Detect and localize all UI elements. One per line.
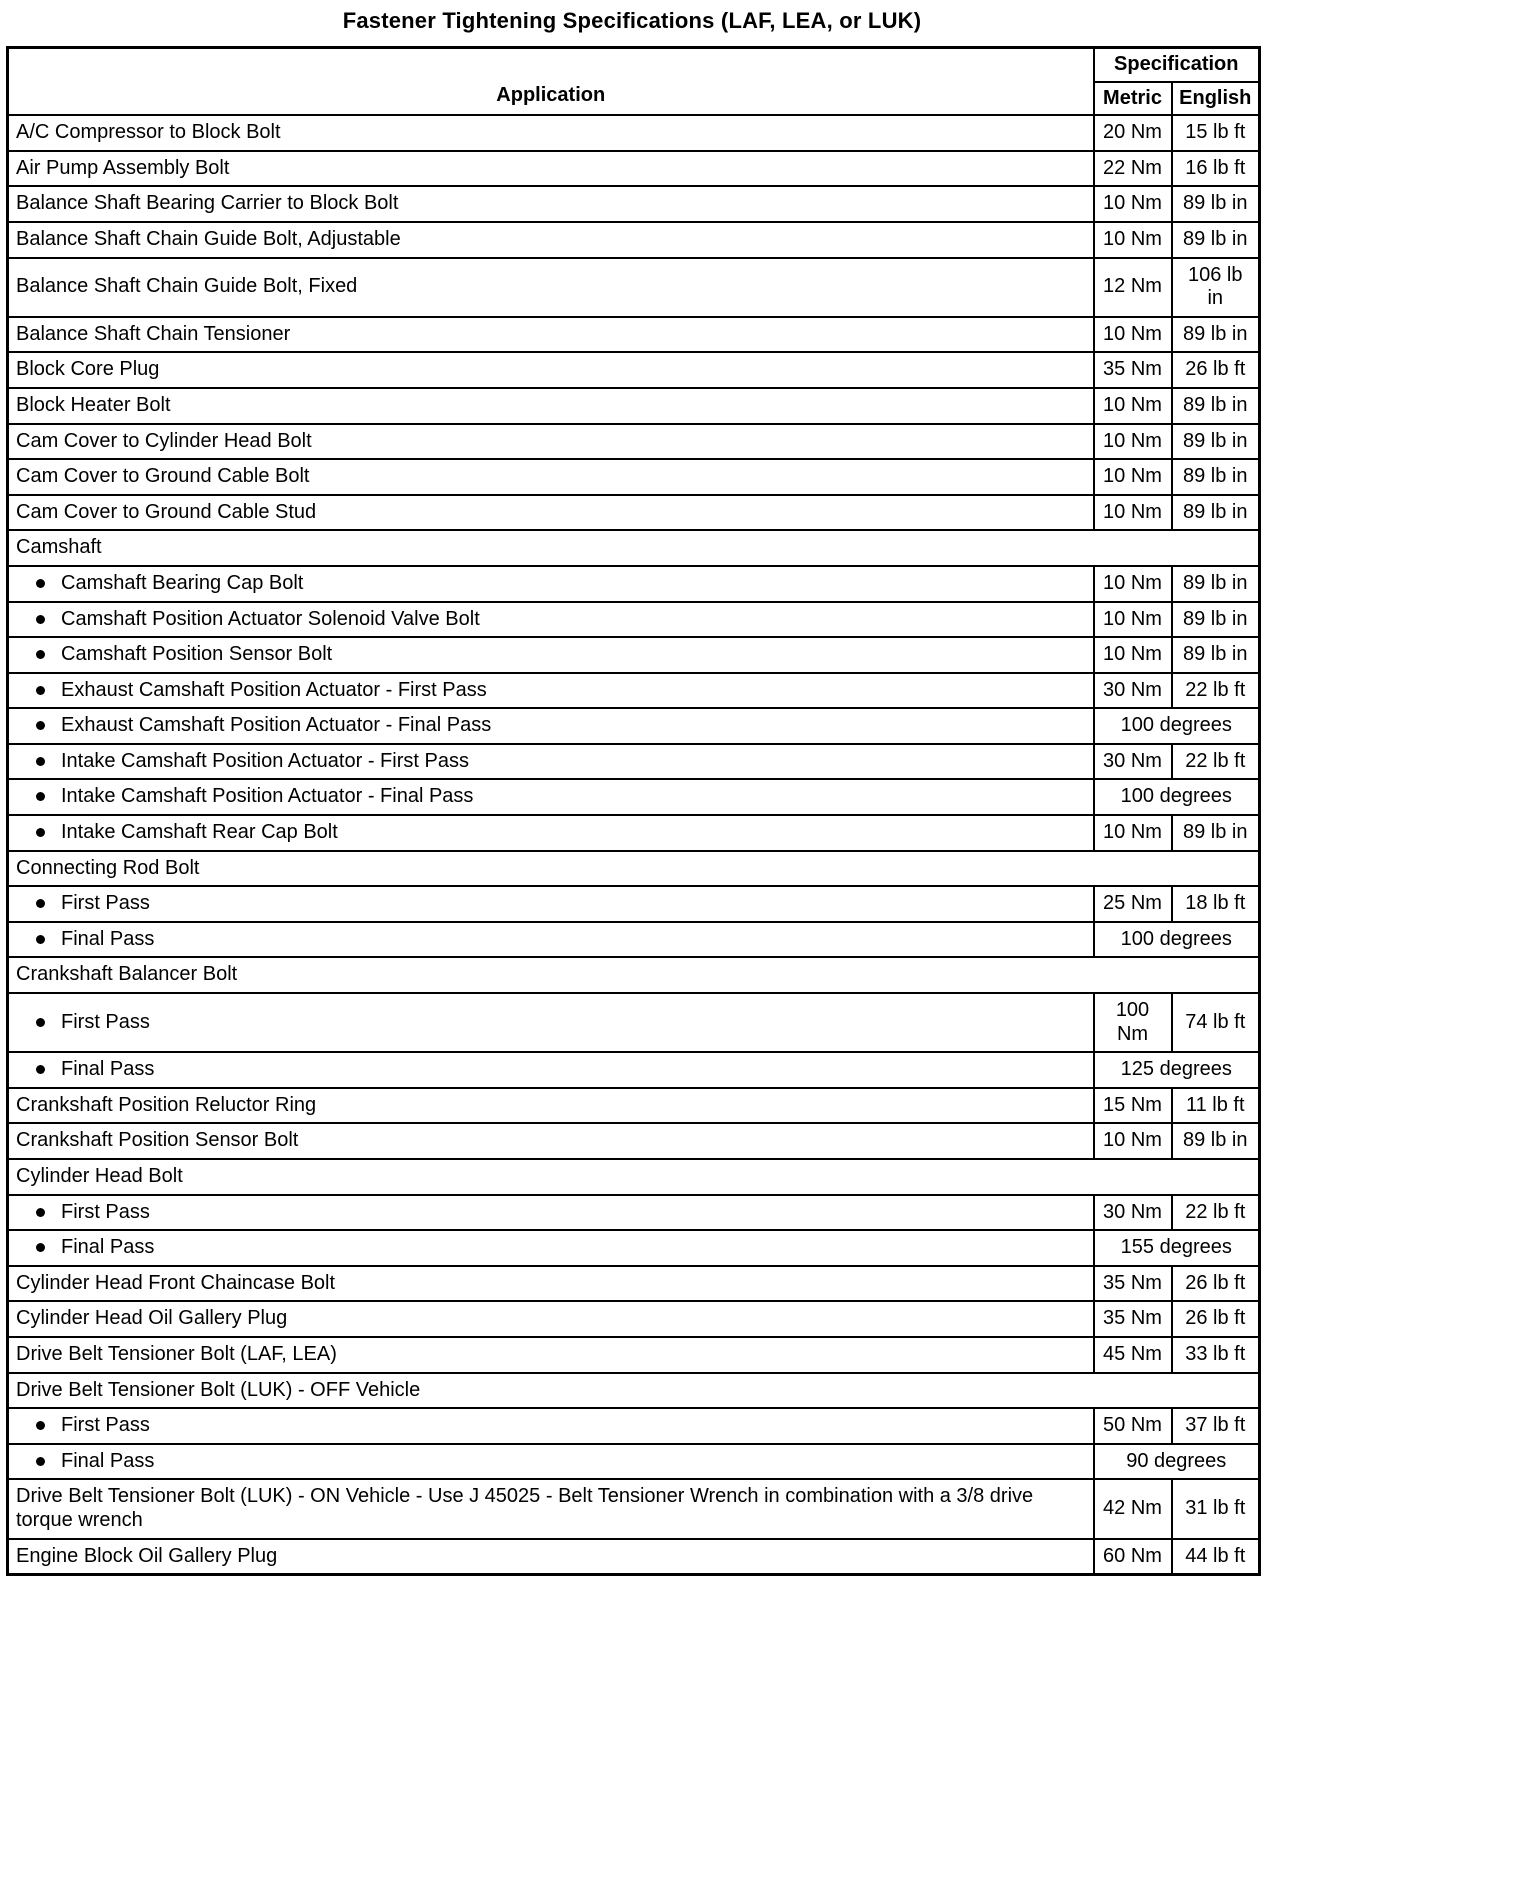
application-cell [8, 222, 1094, 258]
english-value-cell: 89 lb in [1172, 637, 1260, 673]
header-row-top [8, 48, 1260, 82]
application-cell [8, 258, 1094, 317]
application-label: Cam Cover to Cylinder Head Bolt [16, 429, 312, 452]
application-label: Block Heater Bolt [16, 393, 171, 416]
metric-value-cell: 25 Nm [1094, 886, 1172, 922]
application-label: Drive Belt Tensioner Bolt (LUK) - ON Vehicle - Use J 45025 - Belt Tensioner Wrench in combination with a 3/8 drive torque wrench [16, 1485, 1034, 1531]
application-label: Camshaft Bearing Cap Bolt [61, 571, 304, 594]
column-header-specification: Specification [1094, 48, 1260, 82]
application-cell [8, 1337, 1094, 1373]
application-label: First Pass [61, 892, 150, 915]
table-row [8, 1195, 1260, 1231]
english-value-cell: 89 lb in [1172, 317, 1260, 353]
bullet-icon [36, 721, 45, 730]
spec-value-cell: 100 degrees [1094, 708, 1260, 744]
application-label: Balance Shaft Chain Tensioner [16, 322, 291, 345]
metric-value-cell: 10 Nm [1094, 815, 1172, 851]
application-cell [8, 1088, 1094, 1124]
bullet-icon [36, 1457, 45, 1466]
english-value-cell: 89 lb in [1172, 424, 1260, 460]
table-row [8, 993, 1260, 1052]
application-cell [8, 779, 1094, 815]
application-cell [8, 637, 1094, 673]
application-cell [8, 1266, 1094, 1302]
english-value-cell: 18 lb ft [1172, 886, 1260, 922]
metric-value-cell: 30 Nm [1094, 1195, 1172, 1231]
bullet-icon [36, 650, 45, 659]
bullet-icon [36, 615, 45, 624]
application-cell [8, 115, 1094, 151]
application-cell [8, 1052, 1094, 1088]
application-label: First Pass [61, 1200, 150, 1223]
spec-value-cell: 100 degrees [1094, 779, 1260, 815]
table-row [8, 886, 1260, 922]
column-header-application: Application [8, 48, 1094, 116]
application-label: Drive Belt Tensioner Bolt (LAF, LEA) [16, 1342, 337, 1365]
application-label: Balance Shaft Chain Guide Bolt, Adjustable [16, 227, 401, 250]
metric-value-cell: 42 Nm [1094, 1479, 1172, 1538]
table-row [8, 186, 1260, 222]
bullet-icon [36, 686, 45, 695]
application-cell [8, 459, 1094, 495]
application-cell [8, 352, 1094, 388]
application-label: Final Pass [61, 1058, 155, 1081]
section-row [8, 1373, 1260, 1409]
english-value-cell: 89 lb in [1172, 815, 1260, 851]
metric-value-cell: 60 Nm [1094, 1539, 1172, 1575]
table-row [8, 815, 1260, 851]
table-row [8, 388, 1260, 424]
english-value-cell: 33 lb ft [1172, 1337, 1260, 1373]
bullet-icon [36, 935, 45, 944]
table-row [8, 1301, 1260, 1337]
table-row [8, 317, 1260, 353]
english-value-cell: 89 lb in [1172, 186, 1260, 222]
table-row [8, 1123, 1260, 1159]
metric-value-cell: 10 Nm [1094, 566, 1172, 602]
english-value-cell: 89 lb in [1172, 602, 1260, 638]
metric-value-cell: 35 Nm [1094, 1266, 1172, 1302]
application-cell [8, 566, 1094, 602]
english-value-cell: 22 lb ft [1172, 744, 1260, 780]
application-cell [8, 815, 1094, 851]
section-label: Drive Belt Tensioner Bolt (LUK) - OFF Vehicle [8, 1373, 1260, 1409]
section-label: Cylinder Head Bolt [8, 1159, 1260, 1195]
english-value-cell: 37 lb ft [1172, 1408, 1260, 1444]
section-row [8, 530, 1260, 566]
section-label: Crankshaft Balancer Bolt [8, 957, 1260, 993]
english-value-cell: 89 lb in [1172, 495, 1260, 531]
application-cell [8, 186, 1094, 222]
application-label: Final Pass [61, 1236, 155, 1259]
section-label: Camshaft [8, 530, 1260, 566]
table-row [8, 637, 1260, 673]
column-header-english: English [1172, 82, 1260, 116]
application-label: Cylinder Head Oil Gallery Plug [16, 1307, 288, 1330]
application-cell [8, 1479, 1094, 1538]
application-label: Crankshaft Position Reluctor Ring [16, 1093, 317, 1116]
table-row [8, 744, 1260, 780]
metric-value-cell: 12 Nm [1094, 258, 1172, 317]
english-value-cell: 44 lb ft [1172, 1539, 1260, 1575]
table-row [8, 1444, 1260, 1480]
application-cell [8, 1195, 1094, 1231]
application-cell [8, 424, 1094, 460]
section-row [8, 1159, 1260, 1195]
application-label: Cam Cover to Ground Cable Bolt [16, 465, 310, 488]
english-value-cell: 74 lb ft [1172, 993, 1260, 1052]
section-label: Connecting Rod Bolt [8, 851, 1260, 887]
application-cell [8, 922, 1094, 958]
table-row [8, 566, 1260, 602]
english-value-cell: 15 lb ft [1172, 115, 1260, 151]
metric-value-cell: 30 Nm [1094, 744, 1172, 780]
metric-value-cell: 30 Nm [1094, 673, 1172, 709]
application-cell [8, 673, 1094, 709]
bullet-icon [36, 757, 45, 766]
english-value-cell: 26 lb ft [1172, 1301, 1260, 1337]
bullet-icon [36, 579, 45, 588]
table-row [8, 1337, 1260, 1373]
table-row [8, 459, 1260, 495]
table-row [8, 495, 1260, 531]
column-header-metric: Metric [1094, 82, 1172, 116]
table-row [8, 1266, 1260, 1302]
application-cell [8, 1408, 1094, 1444]
metric-value-cell: 22 Nm [1094, 151, 1172, 187]
application-label: Intake Camshaft Position Actuator - Final Pass [61, 785, 474, 808]
application-label: Exhaust Camshaft Position Actuator - First Pass [61, 678, 487, 701]
table-body [8, 115, 1260, 1574]
metric-value-cell: 10 Nm [1094, 1123, 1172, 1159]
application-label: Balance Shaft Chain Guide Bolt, Fixed [16, 275, 358, 298]
metric-value-cell: 10 Nm [1094, 459, 1172, 495]
english-value-cell: 16 lb ft [1172, 151, 1260, 187]
bullet-icon [36, 828, 45, 837]
spec-value-cell: 100 degrees [1094, 922, 1260, 958]
application-cell [8, 1539, 1094, 1575]
table-row [8, 779, 1260, 815]
table-row [8, 708, 1260, 744]
application-label: Block Core Plug [16, 358, 160, 381]
table-row [8, 424, 1260, 460]
metric-value-cell: 20 Nm [1094, 115, 1172, 151]
table-row [8, 151, 1260, 187]
application-label: First Pass [61, 1414, 150, 1437]
bullet-icon [36, 792, 45, 801]
application-label: Cylinder Head Front Chaincase Bolt [16, 1271, 336, 1294]
english-value-cell: 89 lb in [1172, 459, 1260, 495]
english-value-cell: 89 lb in [1172, 388, 1260, 424]
application-cell [8, 708, 1094, 744]
table-header [8, 48, 1260, 116]
english-value-cell: 89 lb in [1172, 1123, 1260, 1159]
metric-value-cell: 10 Nm [1094, 388, 1172, 424]
application-cell [8, 1301, 1094, 1337]
application-label: Intake Camshaft Rear Cap Bolt [61, 821, 338, 844]
application-label: Crankshaft Position Sensor Bolt [16, 1129, 299, 1152]
application-cell [8, 886, 1094, 922]
application-cell [8, 151, 1094, 187]
spec-value-cell: 125 degrees [1094, 1052, 1260, 1088]
bullet-icon [36, 1243, 45, 1252]
application-cell [8, 1444, 1094, 1480]
bullet-icon [36, 1018, 45, 1027]
metric-value-cell: 10 Nm [1094, 424, 1172, 460]
application-label: Air Pump Assembly Bolt [16, 156, 230, 179]
table-row [8, 115, 1260, 151]
application-label: First Pass [61, 1010, 150, 1033]
metric-value-cell: 10 Nm [1094, 317, 1172, 353]
table-row [8, 602, 1260, 638]
metric-value-cell: 10 Nm [1094, 637, 1172, 673]
metric-value-cell: 10 Nm [1094, 186, 1172, 222]
application-cell [8, 495, 1094, 531]
bullet-icon [36, 1421, 45, 1430]
table-row [8, 673, 1260, 709]
application-cell [8, 602, 1094, 638]
table-row [8, 1479, 1260, 1538]
bullet-icon [36, 1208, 45, 1217]
metric-value-cell: 45 Nm [1094, 1337, 1172, 1373]
metric-value-cell: 35 Nm [1094, 352, 1172, 388]
english-value-cell: 26 lb ft [1172, 1266, 1260, 1302]
table-row [8, 1230, 1260, 1266]
application-cell [8, 993, 1094, 1052]
section-row [8, 957, 1260, 993]
application-label: Cam Cover to Ground Cable Stud [16, 500, 317, 523]
table-row [8, 352, 1260, 388]
metric-value-cell: 10 Nm [1094, 495, 1172, 531]
application-label: Balance Shaft Bearing Carrier to Block Bolt [16, 192, 399, 215]
table-row [8, 1539, 1260, 1575]
application-label: Final Pass [61, 927, 155, 950]
english-value-cell: 22 lb ft [1172, 1195, 1260, 1231]
metric-value-cell: 15 Nm [1094, 1088, 1172, 1124]
spec-value-cell: 155 degrees [1094, 1230, 1260, 1266]
application-label: Exhaust Camshaft Position Actuator - Final Pass [61, 714, 492, 737]
table-row [8, 1052, 1260, 1088]
section-row [8, 851, 1260, 887]
application-label: Camshaft Position Actuator Solenoid Valve Bolt [61, 607, 480, 630]
english-value-cell: 89 lb in [1172, 566, 1260, 602]
metric-value-cell: 35 Nm [1094, 1301, 1172, 1337]
table-row [8, 222, 1260, 258]
english-value-cell: 106 lb in [1172, 258, 1260, 317]
application-cell [8, 744, 1094, 780]
fastener-spec-table [6, 46, 1261, 1576]
english-value-cell: 26 lb ft [1172, 352, 1260, 388]
bullet-icon [36, 1065, 45, 1074]
application-cell [8, 1123, 1094, 1159]
english-value-cell: 22 lb ft [1172, 673, 1260, 709]
application-label: Intake Camshaft Position Actuator - First Pass [61, 749, 469, 772]
english-value-cell: 31 lb ft [1172, 1479, 1260, 1538]
table-row [8, 258, 1260, 317]
application-label: Final Pass [61, 1449, 155, 1472]
application-cell [8, 1230, 1094, 1266]
application-cell [8, 317, 1094, 353]
metric-value-cell: 10 Nm [1094, 222, 1172, 258]
application-cell [8, 388, 1094, 424]
table-row [8, 1088, 1260, 1124]
metric-value-cell: 50 Nm [1094, 1408, 1172, 1444]
spec-value-cell: 90 degrees [1094, 1444, 1260, 1480]
page-title: Fastener Tightening Specifications (LAF, LEA, or LUK) [342, 8, 922, 33]
application-label: Engine Block Oil Gallery Plug [16, 1544, 278, 1567]
english-value-cell: 89 lb in [1172, 222, 1260, 258]
application-label: Camshaft Position Sensor Bolt [61, 643, 333, 666]
metric-value-cell: 10 Nm [1094, 602, 1172, 638]
english-value-cell: 11 lb ft [1172, 1088, 1260, 1124]
table-row [8, 1408, 1260, 1444]
application-label: A/C Compressor to Block Bolt [16, 121, 281, 144]
metric-value-cell: 100 Nm [1094, 993, 1172, 1052]
table-row [8, 922, 1260, 958]
bullet-icon [36, 899, 45, 908]
